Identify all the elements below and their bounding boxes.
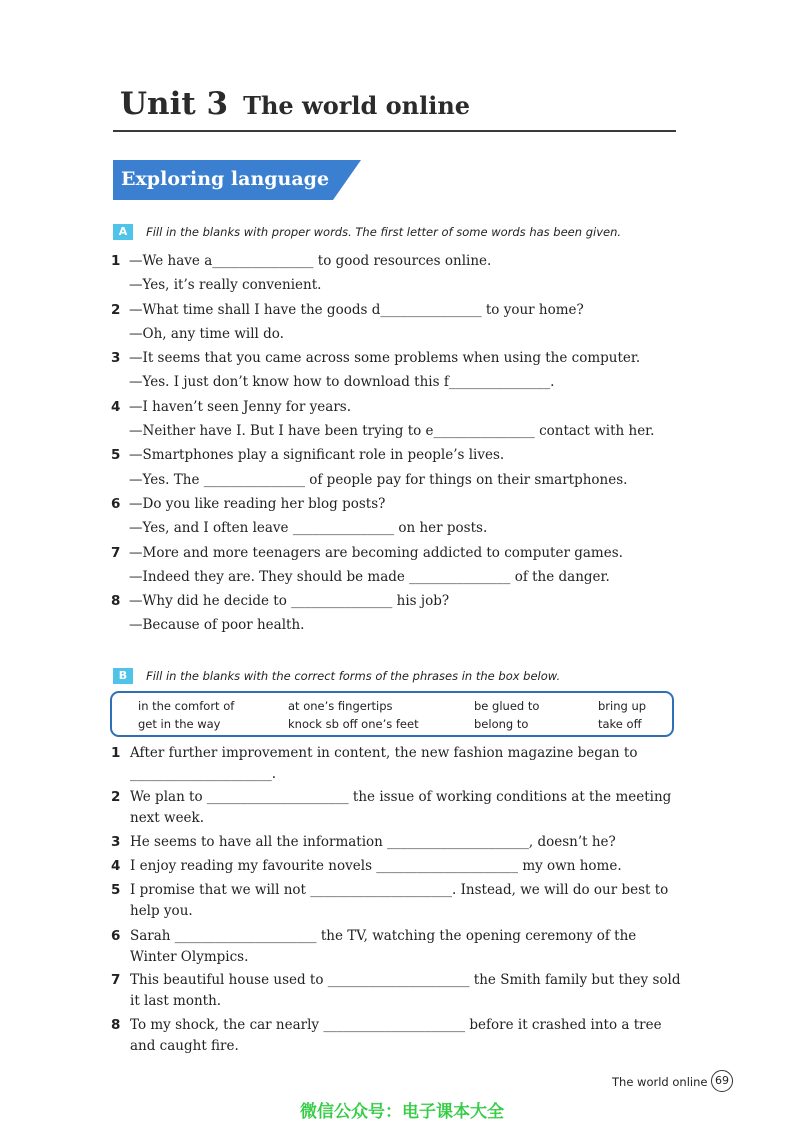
item-answer: —Yes, and I often leave _______________ on her posts. xyxy=(129,520,488,537)
item-question: —We have a_______________ to good resources online. xyxy=(129,253,492,269)
item-number: 4 xyxy=(111,858,121,874)
item-text: I promise that we will not _____________________. Instead, we will do our best to help you. xyxy=(130,882,669,919)
task-a-item xyxy=(111,298,654,322)
task-b-item xyxy=(111,926,681,968)
phrase: belong to xyxy=(474,717,529,731)
task-b-item xyxy=(111,970,681,1012)
task-a-list xyxy=(111,249,654,638)
task-a-item xyxy=(111,443,654,467)
item-question: —Do you like reading her blog posts? xyxy=(129,495,386,512)
item-number: 6 xyxy=(111,495,121,512)
task-a-item xyxy=(111,589,654,613)
phrase-box xyxy=(110,691,674,737)
section-title: Exploring language xyxy=(121,168,330,190)
task-a-answer xyxy=(111,468,654,492)
item-question: —It seems that you came across some problems when using the computer. xyxy=(129,350,641,367)
task-a-answer xyxy=(111,565,654,589)
section-banner xyxy=(113,160,361,200)
running-title: The world online xyxy=(612,1075,708,1089)
task-a-answer xyxy=(111,322,654,346)
item-text: To my shock, the car nearly _____________________ before it crashed into a tree and caught fire. xyxy=(130,1017,662,1054)
task-a-item xyxy=(111,395,654,419)
item-number: 6 xyxy=(111,928,121,944)
item-question: —I haven’t seen Jenny for years. xyxy=(129,398,351,415)
item-answer: —Yes, it’s really convenient. xyxy=(129,277,322,294)
phrase: knock sb off one’s feet xyxy=(288,717,419,731)
item-question: —Why did he decide to _______________ his job? xyxy=(129,593,450,610)
item-number: 1 xyxy=(111,745,121,761)
item-answer: —Indeed they are. They should be made _______________ of the danger. xyxy=(129,568,610,585)
task-b-heading xyxy=(113,665,560,684)
task-a-instruction: Fill in the blanks with proper words. The first letter of some words has been given. xyxy=(146,224,622,239)
item-number: 7 xyxy=(111,972,121,988)
task-b-instruction: Fill in the blanks with the correct forms of the phrases in the box below. xyxy=(146,668,561,683)
task-a-item xyxy=(111,249,654,273)
task-b-item xyxy=(111,832,681,853)
title-rule xyxy=(113,130,676,132)
unit-number: Unit 3 xyxy=(120,86,229,122)
item-text: I enjoy reading my favourite novels _____________________ my own home. xyxy=(130,858,622,874)
item-number: 7 xyxy=(111,544,121,561)
item-number: 8 xyxy=(111,1017,121,1033)
item-number: 2 xyxy=(111,301,121,318)
item-text: After further improvement in content, the new fashion magazine began to _____________________. xyxy=(130,745,638,782)
phrase: get in the way xyxy=(138,717,221,731)
item-number: 8 xyxy=(111,593,121,610)
task-a-heading xyxy=(113,221,621,240)
item-answer: —Oh, any time will do. xyxy=(129,325,284,342)
task-a-answer xyxy=(111,613,654,637)
phrase: at one’s fingertips xyxy=(288,699,393,713)
item-number: 4 xyxy=(111,398,121,415)
unit-title: The world online xyxy=(243,91,471,120)
phrase: take off xyxy=(598,717,642,731)
item-number: 3 xyxy=(111,834,121,850)
page-title xyxy=(120,86,680,122)
item-number: 5 xyxy=(111,882,121,898)
task-a-answer xyxy=(111,516,654,540)
task-b-item xyxy=(111,787,681,829)
task-b-item xyxy=(111,880,681,922)
item-number: 5 xyxy=(111,447,121,464)
task-a-answer xyxy=(111,273,654,297)
item-number: 1 xyxy=(111,253,121,269)
task-a-answer xyxy=(111,419,654,443)
item-number: 3 xyxy=(111,350,121,367)
watermark: 微信公众号：电子课本大全 xyxy=(300,1102,504,1122)
item-question: —What time shall I have the goods d_______________ to your home? xyxy=(129,301,584,318)
task-b-item xyxy=(111,856,681,877)
item-text: This beautiful house used to _____________________ the Smith family but they sold it last month. xyxy=(130,972,681,1009)
item-question: —Smartphones play a significant role in people’s lives. xyxy=(129,447,505,464)
task-b-item xyxy=(111,743,681,785)
item-number: 2 xyxy=(111,789,121,805)
task-a-item xyxy=(111,346,654,370)
item-answer: —Yes. I just don’t know how to download this f_______________. xyxy=(129,374,555,391)
phrase: be glued to xyxy=(474,699,540,713)
item-text: Sarah _____________________ the TV, watching the opening ceremony of the Winter Olympics. xyxy=(130,928,637,965)
task-a-badge: A xyxy=(113,224,133,240)
item-answer: —Yes. The _______________ of people pay for things on their smartphones. xyxy=(129,471,628,488)
item-text: We plan to _____________________ the issue of working conditions at the meeting next week. xyxy=(130,789,672,826)
item-text: He seems to have all the information _____________________, doesn’t he? xyxy=(130,834,616,850)
page-number: 69 xyxy=(711,1070,733,1092)
item-answer: —Neither have I. But I have been trying to e_______________ contact with her. xyxy=(129,423,655,440)
item-question: —More and more teenagers are becoming addicted to computer games. xyxy=(129,544,623,561)
item-answer: —Because of poor health. xyxy=(129,617,305,634)
task-a-answer xyxy=(111,370,654,394)
phrase: bring up xyxy=(598,699,647,713)
task-b-item xyxy=(111,1015,681,1057)
task-b-badge: B xyxy=(113,668,133,684)
phrase: in the comfort of xyxy=(138,699,235,713)
task-a-item xyxy=(111,492,654,516)
task-a-item xyxy=(111,541,654,565)
